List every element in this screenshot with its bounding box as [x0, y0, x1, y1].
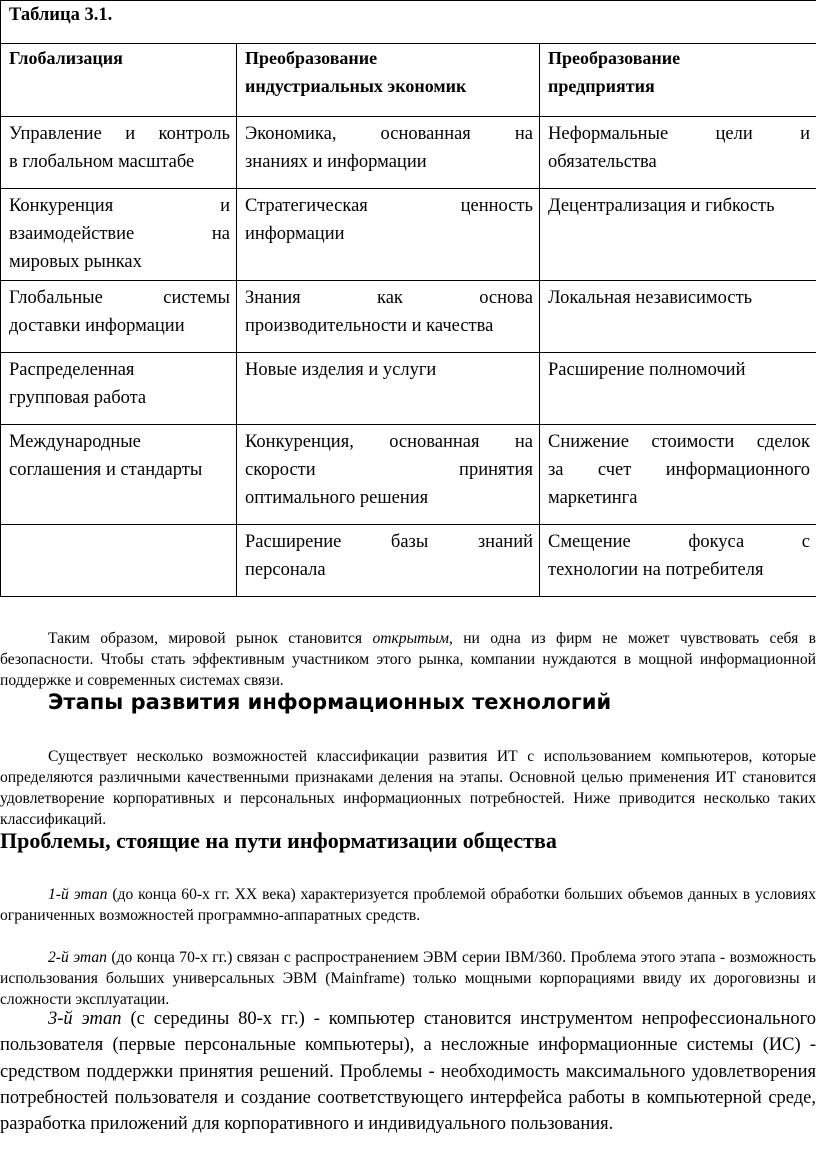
table-cell	[540, 189, 816, 281]
table-header-cell	[1, 44, 237, 117]
table-header-text: Преобразование	[548, 48, 681, 68]
table-cell-text: мировых рынках	[9, 252, 142, 272]
section-heading-stages: Этапы развития информационных технологий	[48, 690, 612, 714]
table-cell	[1, 117, 237, 189]
table-cell	[1, 189, 237, 281]
stage-1-text: (до конца 60-х гг. XX века) характеризуется проблемой обработки больших объемов данных в условиях ограниченных возможностей программно-аппаратных средств.	[0, 886, 816, 924]
table-title: Таблица 3.1.	[1, 1, 816, 44]
paragraph-stage-1	[0, 884, 816, 926]
paragraph-intro	[0, 628, 816, 691]
table-header-text: Преобразование	[245, 48, 378, 68]
table-cell-text: Конкуренция, основанная на	[245, 432, 533, 452]
table-cell	[540, 117, 816, 189]
table-cell	[540, 281, 816, 353]
table-row	[1, 281, 816, 353]
table-cell-text: Расширение базы знаний	[245, 532, 533, 552]
table-cell-text: Конкуренция и	[9, 196, 230, 216]
table-cell-text: персонала	[245, 560, 326, 580]
table-cell	[1, 425, 237, 525]
table-cell-text: скорости принятия	[245, 460, 533, 480]
table-cell-text: Децентрализация и гибкость	[548, 196, 775, 216]
paragraph-intro-end: , ни одна из фирм не может чувствовать себя в безопасности. Чтобы стать эффективным участником этого рынка, компании нуждаются в мощной информационной поддержке и современных системах связи.	[0, 630, 816, 689]
table-header-cell	[540, 44, 816, 117]
table-cell	[237, 189, 540, 281]
table-cell-text: Локальная независимость	[548, 288, 753, 308]
table-cell-text: доставки информации	[9, 316, 185, 336]
table-cell-text: Неформальные цели и	[548, 124, 811, 144]
table-row	[1, 189, 816, 281]
table-cell-text: информации	[245, 224, 345, 244]
table-cell	[237, 353, 540, 425]
table-cell-text: Глобальные системы	[9, 288, 230, 308]
table-row	[1, 525, 816, 597]
table-header-text: индустриальных экономик	[245, 76, 467, 96]
section-heading-problems: Проблемы, стоящие на пути информатизации общества	[0, 828, 557, 853]
table-cell	[540, 353, 816, 425]
table-cell-text: обязательства	[548, 152, 657, 172]
table-cell-text: соглашения и стандарты	[9, 460, 203, 480]
table-cell-text: Международные	[9, 432, 141, 452]
table-cell-text: групповая работа	[9, 388, 147, 408]
table-cell-text: Новые изделия и услуги	[245, 360, 437, 380]
table-cell-text: в глобальном масштабе	[9, 152, 195, 172]
stage-2-text: (до конца 70-х гг.) связан с распространением ЭВМ серии IBM/360. Проблема этого этапа - возможность использования больших универсальных ЭВМ (Mainframe) только мощными корпорациями ввиду их дороговизны и сложности эксплуатации.	[0, 949, 816, 1008]
table-cell-text: знаниях и информации	[245, 152, 427, 172]
table-cell	[237, 117, 540, 189]
table-header-row	[1, 44, 816, 117]
paragraph-intro-italic: открытым	[372, 630, 449, 647]
paragraph-stage-2	[0, 947, 816, 1010]
table-cell-text: Экономика, основанная на	[245, 124, 533, 144]
table-cell	[237, 525, 540, 597]
table-cell	[1, 281, 237, 353]
table-cell	[1, 525, 237, 597]
table-cell-text: Стратегическая ценность	[245, 196, 533, 216]
table-cell-text: технологии на потребителя	[548, 560, 764, 580]
paragraph-classification: Существует несколько возможностей классификации развития ИТ с использованием компьютеров, которые определяются различными качественными признаками деления на этапы. Основной целью применения ИТ становится удовлетворение корпоративных и персональных информационных потребностей. Ниже приводится несколько таких классификаций.	[0, 748, 816, 828]
paragraph-intro-start: Таким образом, мировой рынок становится	[48, 630, 373, 647]
table-cell	[540, 425, 816, 525]
table-cell-text: взаимодействие на	[9, 224, 230, 244]
table-cell-text: Знания как основа	[245, 288, 533, 308]
table-row	[1, 117, 816, 189]
stage-1-label: 1-й этап	[48, 886, 108, 903]
table-cell-text: Расширение полномочий	[548, 360, 746, 380]
table-cell-text: оптимального решения	[245, 488, 429, 508]
table-cell-text: производительности и качества	[245, 316, 494, 336]
stage-3-text: (с середины 80-х гг.) - компьютер становится инструментом непрофессионального пользователя (первые персональные компьютеры), а несложные информационные системы (ИС) - средством поддержки принятия решений. Проблемы - необходимость максимального удовлетворения потребностей пользователя и создание соответствующего интерфейса работы в компьютерной среде, разработка приложений для корпоративного и индивидуального пользования.	[0, 1009, 816, 1135]
table-header-text: Глобализация	[9, 48, 123, 68]
table-header-text: предприятия	[548, 76, 655, 96]
table-cell-text: Распределенная	[9, 360, 135, 380]
table-cell-text: Управление и контроль	[9, 124, 230, 144]
table-cell	[237, 425, 540, 525]
table-cell	[237, 281, 540, 353]
table-header-cell	[237, 44, 540, 117]
table-row	[1, 353, 816, 425]
stage-3-label: 3-й этап	[48, 1009, 122, 1029]
table-cell	[1, 353, 237, 425]
table-cell	[540, 525, 816, 597]
table-cell-text: за счет информационного	[548, 460, 811, 480]
table-cell-text: Смещение фокуса с	[548, 532, 811, 552]
table-cell-text: маркетинга	[548, 488, 638, 508]
table-cell-text: Снижение стоимости сделок	[548, 432, 811, 452]
stage-2-label: 2-й этап	[48, 949, 107, 966]
table-row	[1, 425, 816, 525]
paragraph-stage-3	[0, 1006, 816, 1137]
